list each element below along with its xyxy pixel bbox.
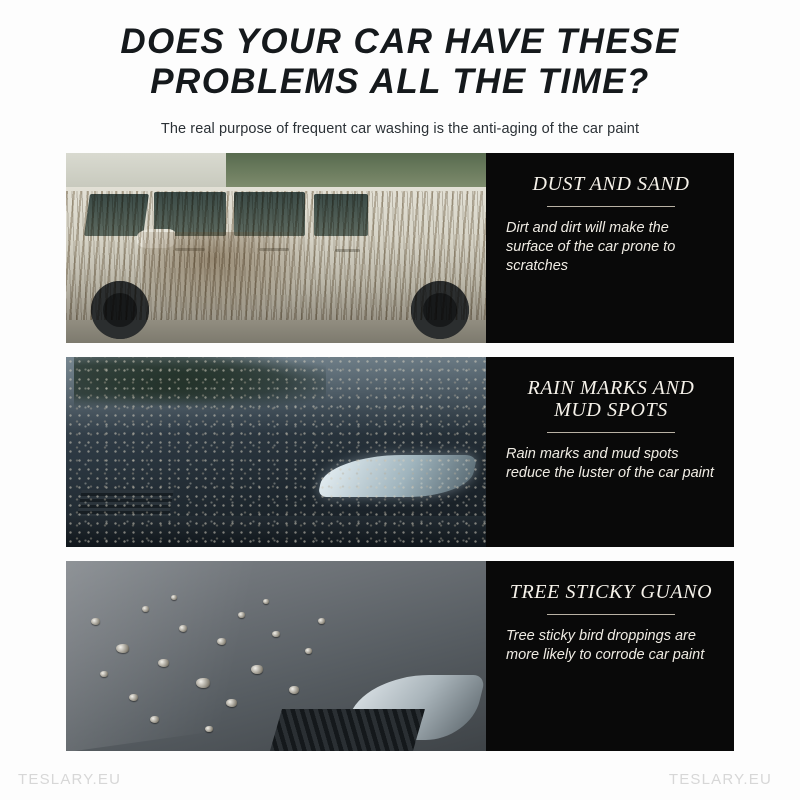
caption-body: Dirt and dirt will make the surface of the car prone to scratches — [506, 219, 676, 274]
bird-droppings — [66, 561, 486, 751]
problem-list — [0, 153, 800, 751]
caption-panel — [486, 357, 734, 547]
caption-panel — [486, 153, 734, 343]
caption-title: DUST AND SAND — [532, 172, 690, 195]
caption-body: Tree sticky bird droppings are more likely to corrode car paint — [506, 627, 705, 663]
list-item — [66, 561, 734, 751]
caption-body: Rain marks and mud spots reduce the luster of the car paint — [506, 445, 714, 481]
mud-specks — [66, 357, 486, 547]
caption-title: RAIN MARKS AND MUD SPOTS — [527, 376, 695, 421]
caption-panel — [486, 561, 734, 751]
photo-dust-and-sand — [66, 153, 486, 343]
divider — [547, 432, 675, 433]
subheadline: The real purpose of frequent car washing is the anti-aging of the car paint — [160, 120, 640, 137]
caption-title: TREE STICKY GUANO — [509, 580, 713, 603]
photo-rain-marks-and-mud-spots — [66, 357, 486, 547]
page-title: DOES YOUR CAR HAVE THESE PROBLEMS ALL THE TIME? — [120, 22, 680, 102]
header — [0, 0, 800, 137]
photo-tree-sticky-guano — [66, 561, 486, 751]
list-item — [66, 357, 734, 547]
list-item — [66, 153, 734, 343]
watermark-left: TESLARY.EU — [18, 771, 122, 788]
watermark-right: TESLARY.EU — [668, 771, 772, 788]
dirt-streaks — [66, 191, 486, 320]
divider — [547, 614, 675, 615]
divider — [547, 206, 675, 207]
